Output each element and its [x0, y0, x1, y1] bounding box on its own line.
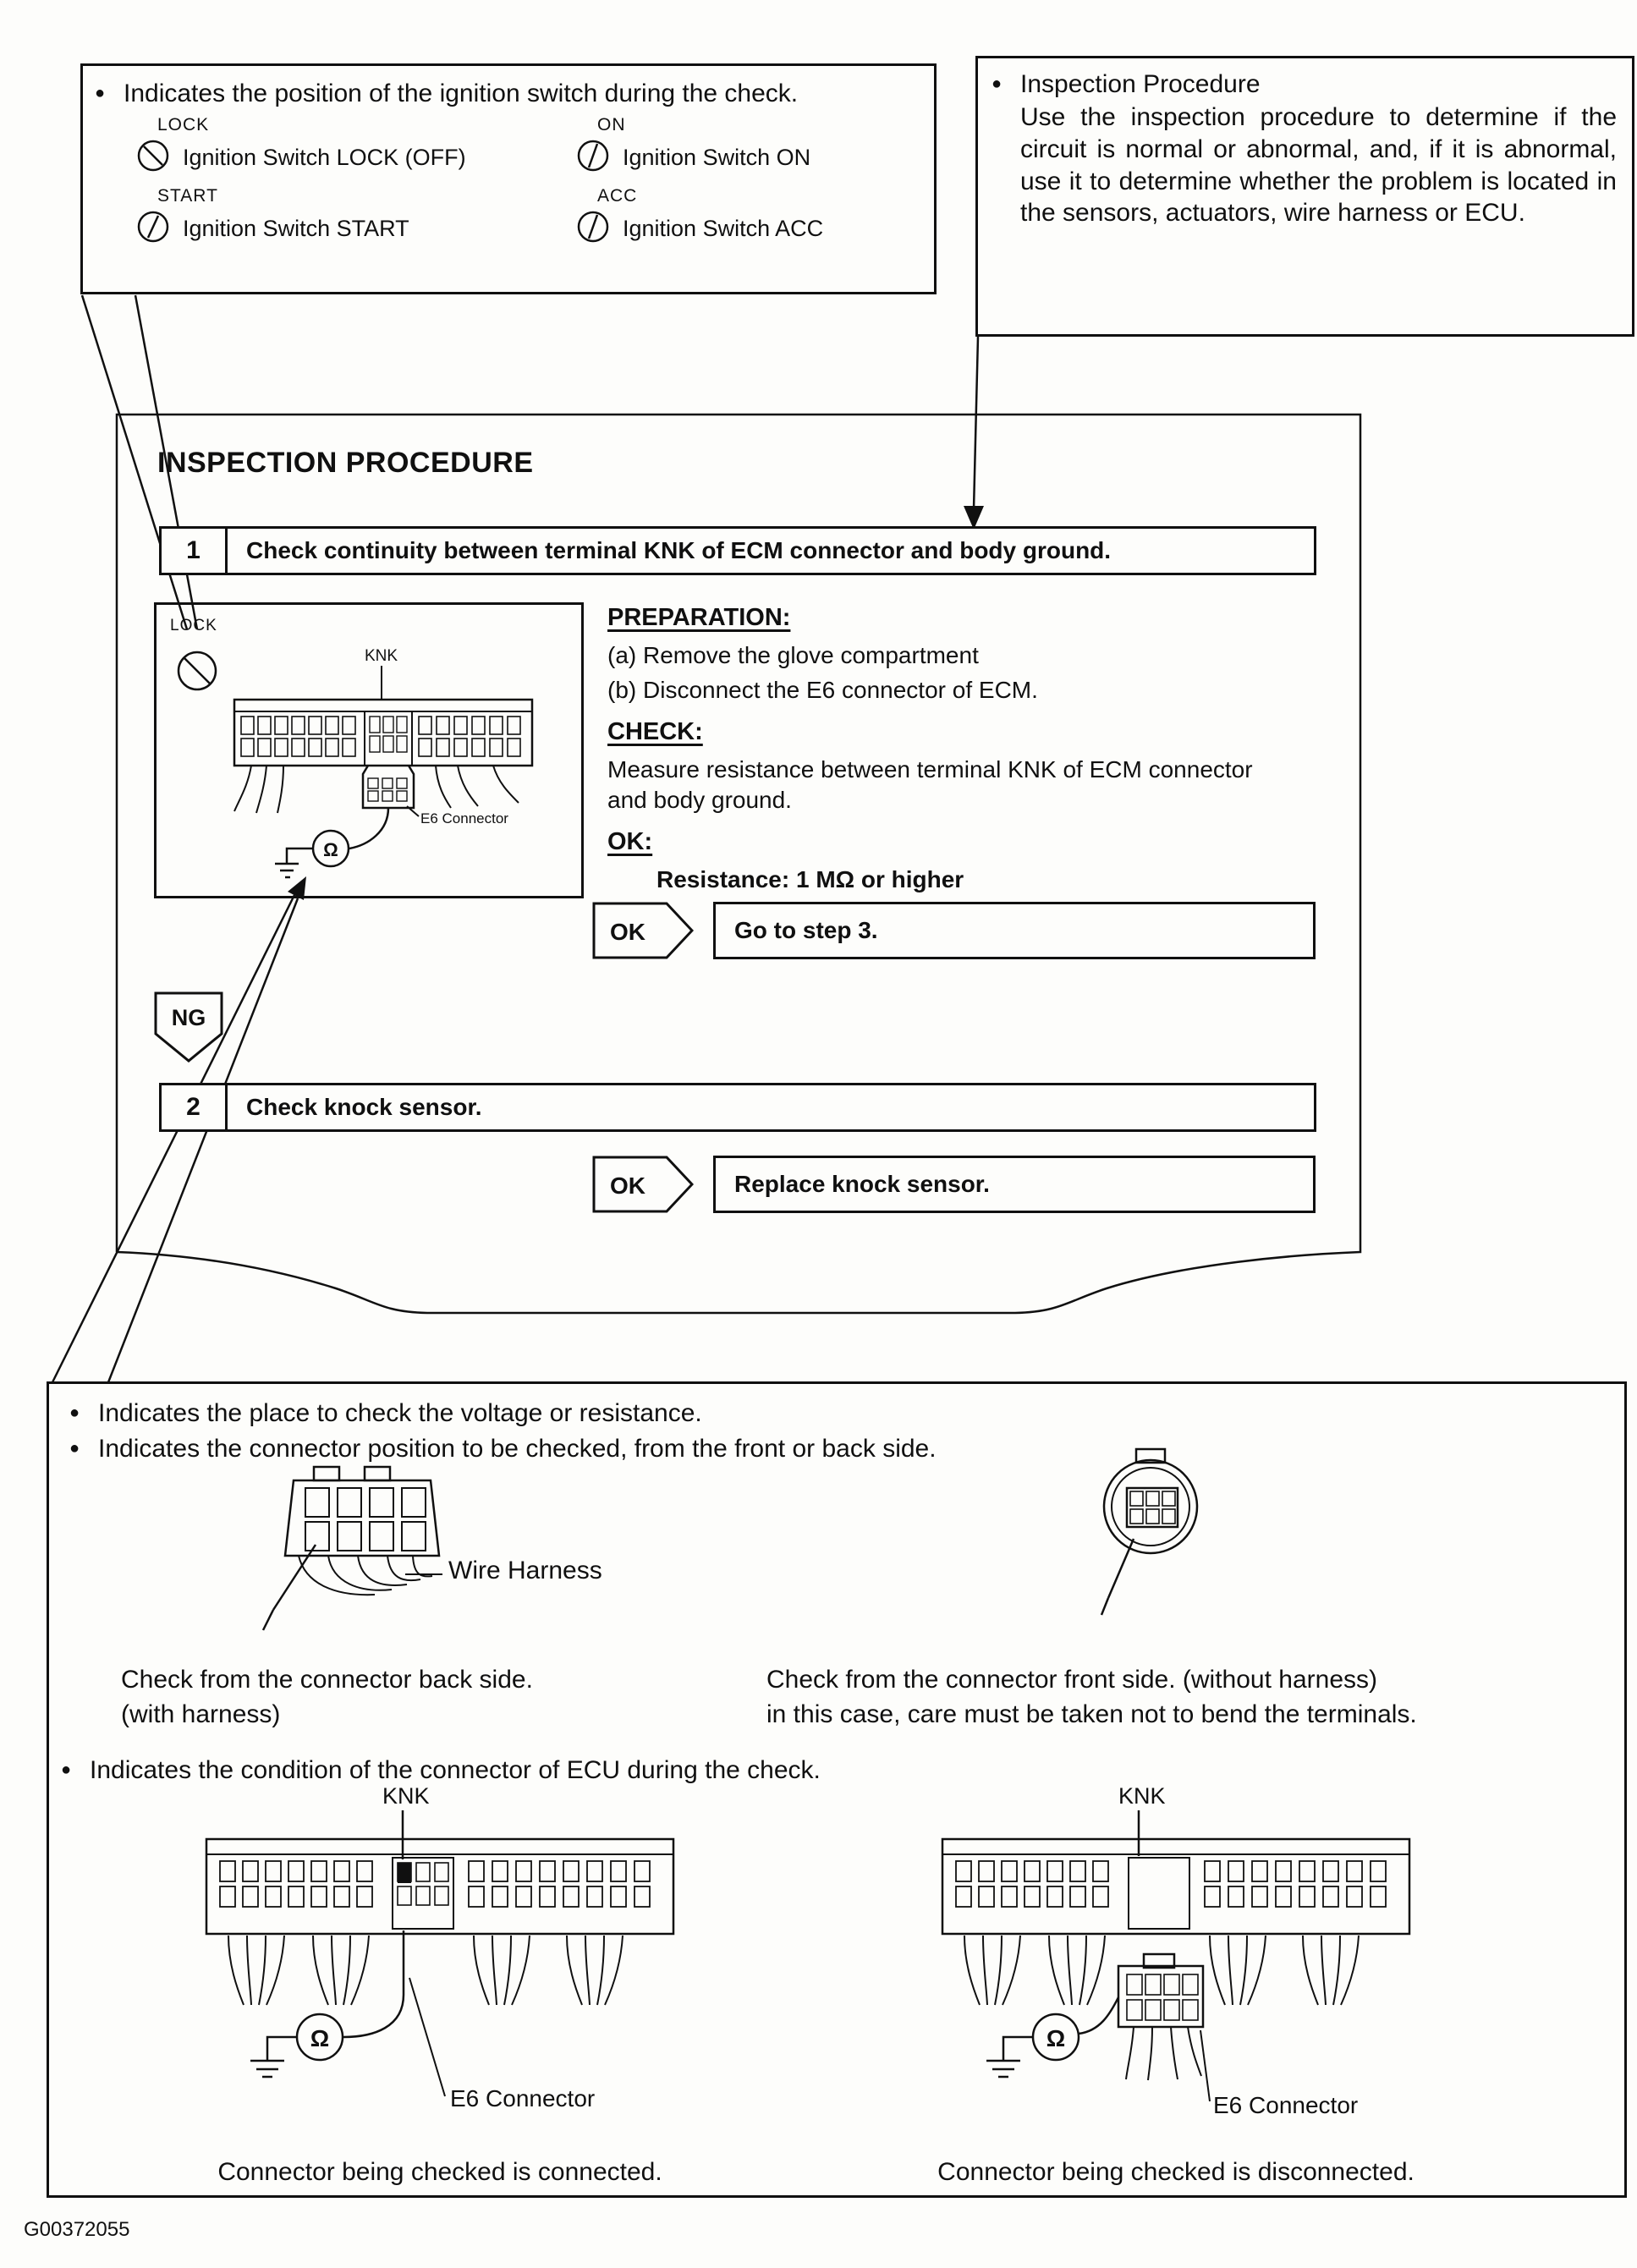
check-diagram-box — [154, 602, 584, 898]
preparation-heading: PREPARATION: — [607, 604, 791, 631]
note-title-line: ● Inspection Procedure — [992, 70, 1261, 98]
note-body: Use the inspection procedure to determine if the circuit is normal or abnormal, and, if it is abnormal, use it to determine whether the problem is located in the sensors, actuators, wire harness or ECU. — [1020, 103, 1617, 228]
terminal-grid — [241, 717, 355, 756]
ok1-result: Go to step 3. — [713, 902, 1316, 959]
check-heading: CHECK: — [607, 717, 703, 745]
inspection-procedure-panel — [117, 415, 1360, 1315]
ignition-switch-item-on: ON Ignition Switch ON — [575, 115, 934, 178]
terminal-grid — [1205, 1861, 1386, 1907]
connected-caption: Connector being checked is connected. — [217, 2158, 662, 2186]
latch-tab — [314, 1467, 339, 1480]
disconnected-caption: Connector being checked is disconnected. — [937, 2158, 1415, 2186]
ecu-connected-figure — [195, 1782, 685, 2150]
ignition-lock-icon — [179, 652, 216, 689]
ohmmeter-icon — [1033, 2014, 1079, 2060]
e6-connector-label: E6 Connector — [450, 2085, 596, 2111]
back-side-caption: Check from the connector back side. (with harness) — [121, 1666, 533, 1728]
terminal-grid — [1127, 1974, 1198, 2020]
connector-body — [1104, 1460, 1197, 1553]
bullet-icon: ● — [69, 1439, 80, 1458]
svg-text:Ω: Ω — [1046, 2025, 1066, 2051]
ecm-check-diagram — [157, 605, 581, 896]
ignition-start-icon — [135, 209, 171, 249]
bullet-icon: ● — [95, 84, 106, 102]
ok2-result: Replace knock sensor. — [713, 1156, 1316, 1213]
ignition-switch-grid — [83, 108, 934, 249]
step-number: 1 — [162, 529, 228, 573]
bullet-icon: ● — [992, 74, 1003, 93]
ok-heading: OK: — [607, 827, 653, 855]
ecu-disconnected-figure — [931, 1782, 1421, 2150]
ignition-legend-heading: ● Indicates the position of the ignition switch during the check. — [95, 80, 799, 107]
ground-icon — [986, 2037, 1033, 2077]
ignition-switch-legend — [80, 63, 937, 294]
step-1-header — [159, 526, 1316, 575]
knk-label: KNK — [1118, 1783, 1166, 1809]
inspection-procedure-note — [975, 56, 1634, 337]
terminal-grid — [368, 778, 407, 801]
svg-text:OK: OK — [610, 1172, 645, 1199]
ok-spec: Resistance: 1 MΩ or higher — [656, 865, 964, 892]
ignition-acc-icon — [575, 209, 611, 249]
knk-label: KNK — [365, 647, 398, 665]
e6-connector-label: E6 Connector — [420, 810, 508, 826]
bullet-icon: ● — [69, 1403, 80, 1422]
knk-terminal — [398, 1863, 411, 1883]
test-lead-wire — [1079, 1997, 1118, 2034]
svg-text:OK: OK — [610, 919, 645, 945]
front-side-connector-figure — [1083, 1447, 1227, 1629]
ohmmeter-icon — [313, 831, 349, 866]
test-probe-icon — [263, 1545, 316, 1630]
back-side-connector-figure — [248, 1464, 442, 1650]
figure-id: G00372055 — [24, 2218, 130, 2241]
svg-text:Ω: Ω — [310, 2025, 330, 2051]
ignition-lock-icon — [135, 138, 171, 178]
check-text: Measure resistance between terminal KNK of ECM connector and body ground. — [607, 755, 1253, 814]
test-probe-icon — [1101, 1539, 1134, 1615]
step-number: 2 — [162, 1085, 228, 1129]
ng-arrow — [154, 991, 223, 1067]
ignition-switch-item-start: START Ignition Switch START — [135, 186, 575, 249]
legend-bullet-3: ● Indicates the condition of the connector of ECU during the check. — [61, 1756, 821, 1784]
ignition-switch-item-lock: LOCK Ignition Switch LOCK (OFF) — [135, 115, 575, 178]
e6-leader — [409, 1978, 445, 2096]
svg-text:NG: NG — [171, 1005, 206, 1030]
ignition-on-icon — [575, 138, 611, 178]
step-2-header — [159, 1083, 1316, 1132]
wire-harness-label: Wire Harness — [448, 1557, 602, 1584]
terminal-grid — [305, 1488, 426, 1551]
ignition-switch-item-acc: ACC Ignition Switch ACC — [575, 186, 934, 249]
e6-connector-label: E6 Connector — [1213, 2092, 1359, 2118]
ok-arrow-2 — [592, 1156, 694, 1217]
step-text: Check continuity between terminal KNK of ECM connector and body ground. — [246, 537, 1112, 563]
e6-socket — [365, 711, 412, 766]
bullet-icon: ● — [61, 1760, 72, 1779]
terminal-grid — [220, 1861, 372, 1907]
legend-check-panel — [47, 1381, 1627, 2198]
test-lead-wire — [349, 808, 388, 848]
ground-icon — [275, 848, 313, 877]
step-text: Check knock sensor. — [246, 1094, 482, 1120]
latch-tab — [365, 1467, 390, 1480]
legend-bullet-1: ● Indicates the place to check the voltage or resistance. — [69, 1399, 702, 1427]
instructions — [607, 604, 1335, 899]
e6-leader — [1200, 2030, 1210, 2101]
lock-label: LOCK — [170, 617, 217, 634]
terminal-grid — [956, 1861, 1108, 1907]
knk-label: KNK — [382, 1783, 430, 1809]
terminal-grid — [370, 717, 407, 752]
terminal-grid — [469, 1861, 650, 1907]
ohmmeter-icon — [297, 2014, 343, 2060]
svg-text:Ω: Ω — [323, 839, 338, 860]
ground-icon — [250, 2037, 297, 2077]
legend-bullet-2: ● Indicates the connector position to be checked, from the front or back side. — [69, 1435, 937, 1463]
preparation-item: (a) Remove the glove compartment — [607, 642, 979, 668]
procedure-title: INSPECTION PROCEDURE — [157, 447, 534, 479]
terminal-grid — [419, 717, 520, 756]
terminal-grid — [1130, 1491, 1175, 1524]
ok-arrow-1 — [592, 902, 694, 964]
e6-empty-socket — [1129, 1858, 1189, 1929]
front-side-caption: Check from the connector front side. (without harness) in this case, care must be taken not to bend the terminals. — [766, 1666, 1417, 1728]
test-lead-wire — [343, 1930, 404, 2037]
preparation-item: (b) Disconnect the E6 connector of ECM. — [607, 677, 1038, 704]
